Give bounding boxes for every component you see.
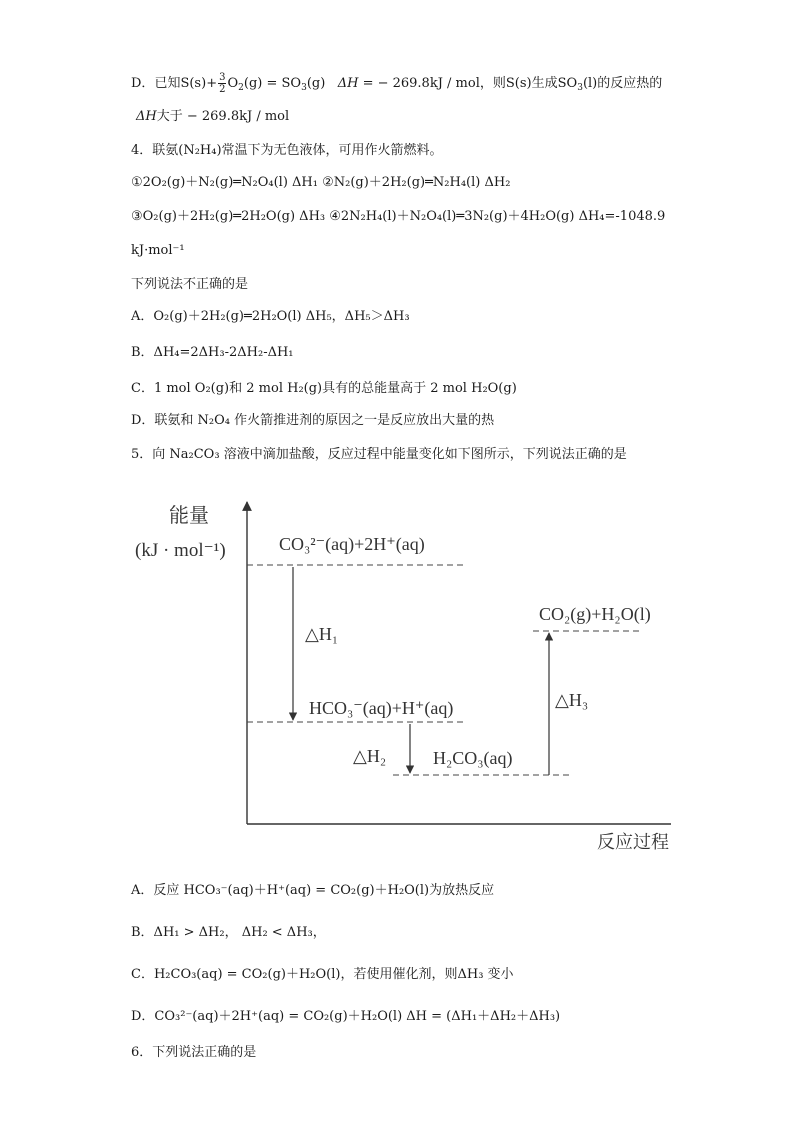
level-3-label: H₂CO₃(aq) [433, 748, 513, 768]
option-letter: D． [131, 76, 155, 91]
fraction-denominator: 2 [219, 84, 226, 95]
delta-h: ΔH [337, 76, 359, 91]
level-4-label: CO₂(g)+H₂O(l) [539, 604, 651, 624]
dh2-label: △H₂ [353, 746, 387, 766]
state: (l) [582, 76, 598, 91]
energy-level-diagram [131, 488, 691, 858]
text: 的反应热的 [597, 76, 663, 91]
dh3-label: △H₃ [555, 690, 589, 710]
formula: = SO [266, 76, 302, 91]
q5-option-c: C．H₂CO₃(aq) = CO₂(g)＋H₂O(l)，若使用催化剂，则ΔH₃ 变小 [131, 967, 514, 982]
formula: S(s) [180, 76, 207, 91]
fraction-numerator: 3 [219, 72, 226, 83]
x-axis-title: 反应过程 [597, 832, 669, 853]
q3-option-d-line-1 [131, 72, 662, 95]
q3-option-d-line-2 [136, 108, 289, 126]
value: = − 269.8kJ / mol [362, 76, 480, 91]
formula: S(s) [505, 76, 532, 91]
dh1-label: △H₁ [305, 624, 339, 644]
fraction-three-halves [218, 72, 226, 95]
subscript: 3 [577, 83, 583, 93]
q4-reactions-3-4: ③O₂(g)＋2H₂(g)═2H₂O(g) ΔH₃ ④2N₂H₄(l)＋N₂O₄(l)═3N₂(g)＋4H₂O(g) ΔH₄=-1048.9 [131, 209, 666, 224]
q4-option-b: B．ΔH₄=2ΔH₃-2ΔH₂-ΔH₁ [131, 345, 294, 360]
state: (g) [306, 76, 326, 91]
level-1-label: CO₃²⁻(aq)+2H⁺(aq) [279, 534, 425, 554]
y-axis-title: 能量 [169, 503, 209, 527]
subscript: 3 [301, 83, 307, 93]
q4-option-c: C．1 mol O₂(g)和 2 mol H₂(g)具有的总能量高于 2 mol H₂O(g) [131, 381, 517, 396]
q5-stem: 5．向 Na₂CO₃ 溶液中滴加盐酸，反应过程中能量变化如下图所示，下列说法正确的是 [131, 447, 627, 462]
text: ，则 [479, 76, 506, 91]
y-axis-unit: (kJ · mol⁻¹) [135, 540, 226, 561]
q5-option-d: D．CO₃²⁻(aq)＋2H⁺(aq) = CO₂(g)＋H₂O(l) ΔH = (ΔH₁＋ΔH₂＋ΔH₃) [131, 1009, 561, 1024]
text: 已知 [154, 76, 181, 91]
q4-stem: 4．联氨(N₂H₄)常温下为无色液体，可用作火箭燃料。 [131, 143, 443, 158]
text: 大于 − 269.8kJ / mol [156, 109, 290, 124]
formula: SO [557, 76, 578, 91]
q4-unit: kJ·mol⁻¹ [131, 243, 185, 258]
q4-option-a: A．O₂(g)＋2H₂(g)═2H₂O(l) ΔH₅，ΔH₅＞ΔH₃ [131, 309, 410, 324]
q5-option-b: B．ΔH₁ > ΔH₂， ΔH₂ < ΔH₃， [131, 925, 326, 940]
q4-reactions-1-2: ①2O₂(g)＋N₂(g)═N₂O₄(l) ΔH₁ ②N₂(g)＋2H₂(g)═N₂H₄(l) ΔH₂ [131, 175, 511, 190]
formula: O [227, 76, 239, 91]
q4-question: 下列说法不正确的是 [131, 277, 249, 292]
q6-stem: 6．下列说法正确的是 [131, 1045, 257, 1060]
level-2-label: HCO₃⁻(aq)+H⁺(aq) [309, 698, 454, 718]
operator: + [206, 76, 218, 91]
q5-option-a: A．反应 HCO₃⁻(aq)＋H⁺(aq) = CO₂(g)＋H₂O(l)为放热反应 [131, 883, 495, 898]
subscript: 2 [238, 83, 244, 93]
delta-h: ΔH [136, 109, 157, 124]
state: (g) [243, 76, 263, 91]
text: 生成 [531, 76, 558, 91]
q4-option-d: D．联氨和 N₂O₄ 作火箭推进剂的原因之一是反应放出大量的热 [131, 413, 495, 428]
